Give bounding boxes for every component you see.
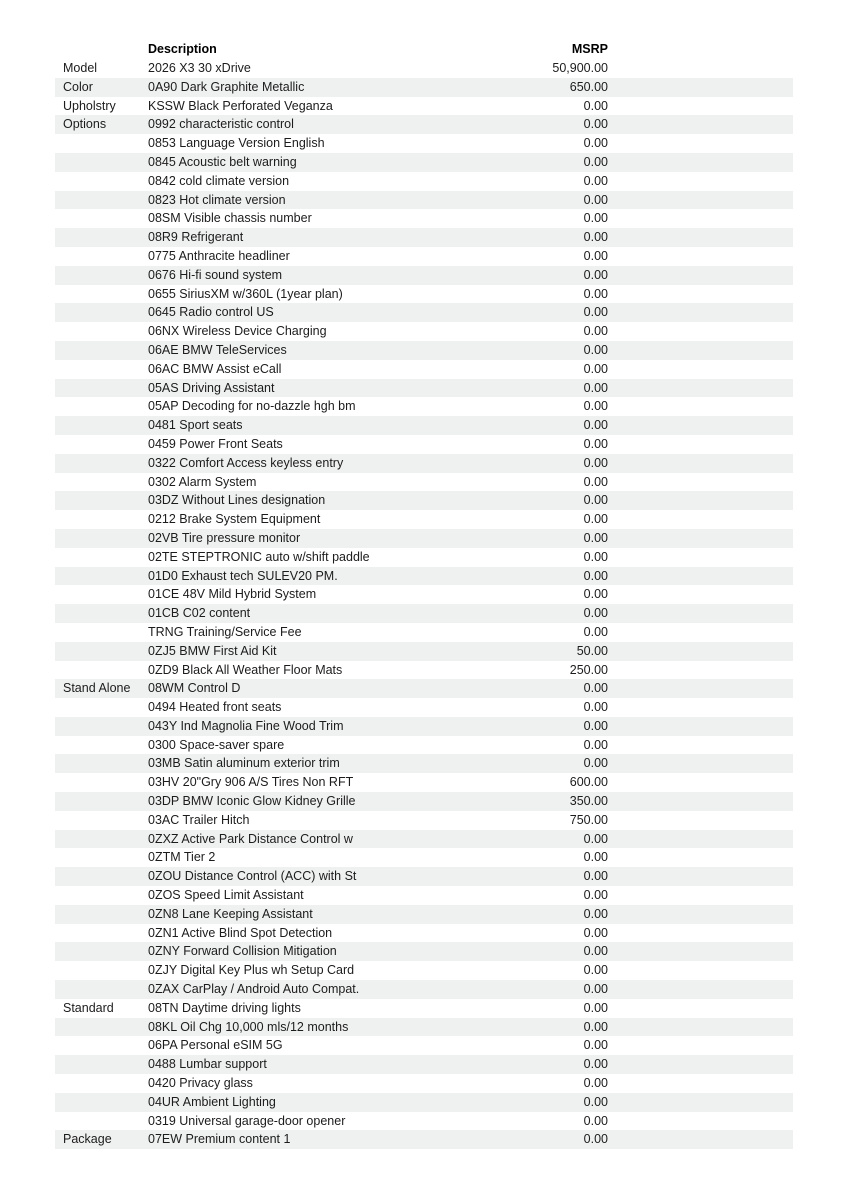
description-cell: 0845 Acoustic belt warning <box>148 154 297 169</box>
row-right-spacer <box>608 1018 793 1037</box>
table-row <box>55 191 793 210</box>
table-row <box>55 773 793 792</box>
description-cell: 0655 SiriusXM w/360L (1year plan) <box>148 286 343 301</box>
row-right-spacer <box>608 642 793 661</box>
msrp-cell: 0.00 <box>583 906 608 921</box>
table-row <box>55 679 793 698</box>
description-cell: 0ZNY Forward Collision Mitigation <box>148 944 337 959</box>
category-cell <box>55 510 148 529</box>
category-cell <box>55 322 148 341</box>
table-row <box>55 115 793 134</box>
category-cell <box>55 134 148 153</box>
row-right-spacer <box>608 736 793 755</box>
description-cell: 0ZOS Speed Limit Assistant <box>148 888 304 903</box>
category-cell <box>55 754 148 773</box>
table-row <box>55 886 793 905</box>
description-cell: 08TN Daytime driving lights <box>148 1000 301 1015</box>
table-row <box>55 285 793 304</box>
row-right-spacer <box>608 679 793 698</box>
category-cell: Package <box>63 1132 112 1147</box>
table-row <box>55 754 793 773</box>
row-right-spacer <box>608 153 793 172</box>
table-row <box>55 661 793 680</box>
category-cell <box>55 209 148 228</box>
description-cell: 0ZJ5 BMW First Aid Kit <box>148 643 277 658</box>
msrp-cell: 0.00 <box>583 869 608 884</box>
category-cell <box>55 604 148 623</box>
row-right-spacer <box>608 792 793 811</box>
msrp-cell: 0.00 <box>583 944 608 959</box>
category-cell <box>55 811 148 830</box>
row-right-spacer <box>608 397 793 416</box>
description-cell: 08KL Oil Chg 10,000 mls/12 months <box>148 1019 349 1034</box>
table-row <box>55 1018 793 1037</box>
description-cell: 0775 Anthracite headliner <box>148 248 290 263</box>
table-row <box>55 642 793 661</box>
description-cell: 0823 Hot climate version <box>148 192 286 207</box>
category-cell: Stand Alone <box>63 681 131 696</box>
msrp-cell: 0.00 <box>583 436 608 451</box>
table-row <box>55 567 793 586</box>
category-cell <box>55 1036 148 1055</box>
category-cell <box>55 454 148 473</box>
row-right-spacer <box>608 59 793 78</box>
category-cell <box>55 303 148 322</box>
row-right-spacer <box>608 360 793 379</box>
msrp-cell: 0.00 <box>583 455 608 470</box>
category-cell <box>55 567 148 586</box>
msrp-cell: 0.00 <box>583 963 608 978</box>
description-cell: 03HV 20"Gry 906 A/S Tires Non RFT <box>148 775 354 790</box>
table-row <box>55 247 793 266</box>
row-right-spacer <box>608 886 793 905</box>
row-right-spacer <box>608 848 793 867</box>
msrp-cell: 0.00 <box>583 568 608 583</box>
msrp-cell: 0.00 <box>583 925 608 940</box>
description-cell: 0322 Comfort Access keyless entry <box>148 455 344 470</box>
category-cell <box>55 961 148 980</box>
description-cell: 0481 Sport seats <box>148 418 243 433</box>
category-cell: Options <box>63 117 107 132</box>
table-body <box>55 59 793 1149</box>
msrp-cell: 0.00 <box>583 1132 608 1147</box>
msrp-cell: 0.00 <box>583 154 608 169</box>
category-cell <box>55 548 148 567</box>
description-cell: 08R9 Refrigerant <box>148 230 244 245</box>
description-cell: 0676 Hi-fi sound system <box>148 267 283 282</box>
table-header-row <box>55 40 793 59</box>
description-cell: 0212 Brake System Equipment <box>148 512 321 527</box>
msrp-cell: 0.00 <box>583 230 608 245</box>
category-cell <box>55 435 148 454</box>
table-row <box>55 585 793 604</box>
category-cell <box>55 285 148 304</box>
table-row <box>55 416 793 435</box>
msrp-cell: 0.00 <box>583 136 608 151</box>
category-cell: Upholstry <box>63 98 116 113</box>
msrp-cell: 0.00 <box>583 587 608 602</box>
row-right-spacer <box>608 999 793 1018</box>
table-row <box>55 604 793 623</box>
header-right-spacer <box>608 40 793 59</box>
table-row <box>55 1112 793 1131</box>
table-row <box>55 322 793 341</box>
category-cell <box>55 172 148 191</box>
msrp-cell: 0.00 <box>583 361 608 376</box>
table-row <box>55 59 793 78</box>
description-cell: 0300 Space-saver spare <box>148 737 285 752</box>
row-right-spacer <box>608 1036 793 1055</box>
row-right-spacer <box>608 172 793 191</box>
row-right-spacer <box>608 97 793 116</box>
row-right-spacer <box>608 1074 793 1093</box>
msrp-cell: 0.00 <box>583 399 608 414</box>
row-right-spacer <box>608 585 793 604</box>
row-right-spacer <box>608 266 793 285</box>
msrp-cell: 0.00 <box>583 530 608 545</box>
table-row <box>55 134 793 153</box>
description-cell: 0420 Privacy glass <box>148 1076 253 1091</box>
category-cell <box>55 397 148 416</box>
msrp-cell: 0.00 <box>583 1019 608 1034</box>
description-cell: 07EW Premium content 1 <box>148 1132 291 1147</box>
row-right-spacer <box>608 717 793 736</box>
row-right-spacer <box>608 961 793 980</box>
row-right-spacer <box>608 942 793 961</box>
row-right-spacer <box>608 78 793 97</box>
table-row <box>55 830 793 849</box>
description-cell: 0645 Radio control US <box>148 305 274 320</box>
category-cell <box>55 228 148 247</box>
table-row <box>55 454 793 473</box>
msrp-cell: 600.00 <box>569 775 608 790</box>
category-cell <box>55 266 148 285</box>
category-cell <box>55 830 148 849</box>
msrp-cell: 0.00 <box>583 173 608 188</box>
row-right-spacer <box>608 867 793 886</box>
description-cell: 0ZN8 Lane Keeping Assistant <box>148 906 313 921</box>
msrp-cell: 0.00 <box>583 888 608 903</box>
description-cell: 08SM Visible chassis number <box>148 211 312 226</box>
category-cell: Standard <box>63 1000 114 1015</box>
table-row <box>55 97 793 116</box>
row-right-spacer <box>608 811 793 830</box>
description-cell: 02VB Tire pressure monitor <box>148 530 301 545</box>
category-cell <box>55 473 148 492</box>
category-cell <box>55 1112 148 1131</box>
category-cell: Color <box>63 79 93 94</box>
row-right-spacer <box>608 623 793 642</box>
description-cell: 2026 X3 30 xDrive <box>148 61 251 75</box>
row-right-spacer <box>608 529 793 548</box>
row-right-spacer <box>608 454 793 473</box>
category-cell <box>55 736 148 755</box>
msrp-cell: 0.00 <box>583 718 608 733</box>
msrp-cell: 0.00 <box>583 1113 608 1128</box>
msrp-cell: 0.00 <box>583 1057 608 1072</box>
msrp-cell: 0.00 <box>583 342 608 357</box>
row-right-spacer <box>608 491 793 510</box>
msrp-cell: 0.00 <box>583 286 608 301</box>
description-cell: 0ZAX CarPlay / Android Auto Compat. <box>148 982 360 997</box>
msrp-cell: 0.00 <box>583 211 608 226</box>
category-column-header <box>55 40 148 59</box>
row-right-spacer <box>608 473 793 492</box>
category-cell <box>55 1074 148 1093</box>
category-cell <box>55 1018 148 1037</box>
category-cell <box>55 661 148 680</box>
msrp-cell: 0.00 <box>583 700 608 715</box>
description-column-header: Description <box>148 42 217 56</box>
description-cell: 06NX Wireless Device Charging <box>148 324 327 339</box>
description-cell: KSSW Black Perforated Veganza <box>148 98 333 113</box>
msrp-cell: 750.00 <box>569 812 608 827</box>
msrp-cell: 0.00 <box>583 98 608 113</box>
table-row <box>55 999 793 1018</box>
category-cell <box>55 980 148 999</box>
msrp-cell: 0.00 <box>583 418 608 433</box>
table-row <box>55 961 793 980</box>
msrp-cell: 0.00 <box>583 624 608 639</box>
table-row <box>55 698 793 717</box>
category-cell <box>55 848 148 867</box>
category-cell <box>55 905 148 924</box>
table-row <box>55 623 793 642</box>
msrp-cell: 0.00 <box>583 1094 608 1109</box>
row-right-spacer <box>608 191 793 210</box>
table-row <box>55 78 793 97</box>
msrp-cell: 0.00 <box>583 474 608 489</box>
category-cell <box>55 1055 148 1074</box>
msrp-cell: 0.00 <box>583 512 608 527</box>
description-cell: 0ZXZ Active Park Distance Control w <box>148 831 353 846</box>
msrp-cell: 0.00 <box>583 1038 608 1053</box>
description-cell: 01CB C02 content <box>148 606 251 621</box>
row-right-spacer <box>608 228 793 247</box>
table-row <box>55 529 793 548</box>
row-right-spacer <box>608 209 793 228</box>
row-right-spacer <box>608 1112 793 1131</box>
description-cell: TRNG Training/Service Fee <box>148 624 302 639</box>
row-right-spacer <box>608 303 793 322</box>
category-cell <box>55 585 148 604</box>
msrp-cell: 0.00 <box>583 324 608 339</box>
row-right-spacer <box>608 379 793 398</box>
row-right-spacer <box>608 510 793 529</box>
msrp-cell: 0.00 <box>583 493 608 508</box>
msrp-cell: 0.00 <box>583 756 608 771</box>
description-cell: 06PA Personal eSIM 5G <box>148 1038 283 1053</box>
table-row <box>55 510 793 529</box>
table-row <box>55 792 793 811</box>
table-row <box>55 397 793 416</box>
row-right-spacer <box>608 115 793 134</box>
description-cell: 05AP Decoding for no-dazzle hgh bm <box>148 399 356 414</box>
category-cell <box>55 379 148 398</box>
msrp-cell: 0.00 <box>583 267 608 282</box>
row-right-spacer <box>608 661 793 680</box>
msrp-cell: 0.00 <box>583 380 608 395</box>
table-row <box>55 1055 793 1074</box>
row-right-spacer <box>608 604 793 623</box>
msrp-cell: 0.00 <box>583 850 608 865</box>
description-cell: 03MB Satin aluminum exterior trim <box>148 756 340 771</box>
row-right-spacer <box>608 830 793 849</box>
table-row <box>55 209 793 228</box>
table-row <box>55 172 793 191</box>
category-cell <box>55 341 148 360</box>
row-right-spacer <box>608 416 793 435</box>
description-cell: 06AC BMW Assist eCall <box>148 361 282 376</box>
msrp-cell: 0.00 <box>583 1000 608 1015</box>
category-cell <box>55 1093 148 1112</box>
category-cell <box>55 623 148 642</box>
description-cell: 0ZN1 Active Blind Spot Detection <box>148 925 333 940</box>
msrp-cell: 0.00 <box>583 305 608 320</box>
category-cell <box>55 642 148 661</box>
msrp-cell: 650.00 <box>569 79 608 94</box>
description-cell: 08WM Control D <box>148 681 241 696</box>
row-right-spacer <box>608 341 793 360</box>
description-cell: 02TE STEPTRONIC auto w/shift paddle <box>148 549 370 564</box>
row-right-spacer <box>608 134 793 153</box>
table-row <box>55 228 793 247</box>
row-right-spacer <box>608 1130 793 1149</box>
table-row <box>55 303 793 322</box>
msrp-cell: 0.00 <box>583 1076 608 1091</box>
category-cell <box>55 491 148 510</box>
table-row <box>55 473 793 492</box>
description-cell: 03DP BMW Iconic Glow Kidney Grille <box>148 794 356 809</box>
table-row <box>55 1036 793 1055</box>
row-right-spacer <box>608 980 793 999</box>
category-cell <box>55 153 148 172</box>
row-right-spacer <box>608 247 793 266</box>
msrp-cell: 0.00 <box>583 982 608 997</box>
row-right-spacer <box>608 567 793 586</box>
description-cell: 0494 Heated front seats <box>148 700 282 715</box>
table-row <box>55 491 793 510</box>
table-row <box>55 266 793 285</box>
msrp-cell: 350.00 <box>569 794 608 809</box>
category-cell <box>55 924 148 943</box>
table-row <box>55 736 793 755</box>
category-cell <box>55 247 148 266</box>
description-cell: 0A90 Dark Graphite Metallic <box>148 79 305 94</box>
category-cell <box>55 360 148 379</box>
table-row <box>55 435 793 454</box>
row-right-spacer <box>608 905 793 924</box>
row-right-spacer <box>608 1093 793 1112</box>
msrp-cell: 0.00 <box>583 737 608 752</box>
table-row <box>55 548 793 567</box>
table-row <box>55 867 793 886</box>
msrp-cell: 50,900.00 <box>552 61 608 75</box>
description-cell: 0ZJY Digital Key Plus wh Setup Card <box>148 963 355 978</box>
description-cell: 0302 Alarm System <box>148 474 257 489</box>
msrp-cell: 0.00 <box>583 248 608 263</box>
description-cell: 06AE BMW TeleServices <box>148 342 287 357</box>
table-row <box>55 360 793 379</box>
table-row <box>55 1074 793 1093</box>
description-cell: 0853 Language Version English <box>148 136 325 151</box>
description-cell: 0459 Power Front Seats <box>148 436 283 451</box>
table-row <box>55 153 793 172</box>
table-row <box>55 924 793 943</box>
category-cell <box>55 942 148 961</box>
category-cell <box>55 792 148 811</box>
category-cell: Model <box>63 61 98 75</box>
description-cell: 04UR Ambient Lighting <box>148 1094 276 1109</box>
description-cell: 0842 cold climate version <box>148 173 290 188</box>
description-cell: 043Y Ind Magnolia Fine Wood Trim <box>148 718 344 733</box>
table-row <box>55 1130 793 1149</box>
row-right-spacer <box>608 773 793 792</box>
msrp-cell: 50.00 <box>576 643 608 658</box>
description-cell: 05AS Driving Assistant <box>148 380 275 395</box>
table-row <box>55 717 793 736</box>
row-right-spacer <box>608 435 793 454</box>
row-right-spacer <box>608 754 793 773</box>
table-row <box>55 811 793 830</box>
description-cell: 01D0 Exhaust tech SULEV20 PM. <box>148 568 338 583</box>
msrp-cell: 0.00 <box>583 192 608 207</box>
msrp-cell: 0.00 <box>583 117 608 132</box>
category-cell <box>55 867 148 886</box>
table-row <box>55 980 793 999</box>
description-cell: 0992 characteristic control <box>148 117 294 132</box>
row-right-spacer <box>608 322 793 341</box>
description-cell: 0488 Lumbar support <box>148 1057 267 1072</box>
msrp-cell: 0.00 <box>583 681 608 696</box>
table-row <box>55 379 793 398</box>
row-right-spacer <box>608 1055 793 1074</box>
category-cell <box>55 416 148 435</box>
table-row <box>55 848 793 867</box>
category-cell <box>55 529 148 548</box>
row-right-spacer <box>608 924 793 943</box>
msrp-cell: 0.00 <box>583 606 608 621</box>
description-cell: 03DZ Without Lines designation <box>148 493 326 508</box>
description-cell: 01CE 48V Mild Hybrid System <box>148 587 317 602</box>
msrp-column-header: MSRP <box>571 42 608 56</box>
msrp-cell: 0.00 <box>583 549 608 564</box>
category-cell <box>55 886 148 905</box>
row-right-spacer <box>608 698 793 717</box>
description-cell: 0ZTM Tier 2 <box>148 850 216 865</box>
msrp-cell: 250.00 <box>569 662 608 677</box>
row-right-spacer <box>608 548 793 567</box>
table-row <box>55 942 793 961</box>
category-cell <box>55 717 148 736</box>
table-row <box>55 905 793 924</box>
row-right-spacer <box>608 285 793 304</box>
category-cell <box>55 773 148 792</box>
table-row <box>55 1093 793 1112</box>
category-cell <box>55 191 148 210</box>
description-cell: 0ZOU Distance Control (ACC) with St <box>148 869 357 884</box>
msrp-cell: 0.00 <box>583 831 608 846</box>
vehicle-pricing-table <box>55 40 793 1149</box>
table-row <box>55 341 793 360</box>
category-cell <box>55 698 148 717</box>
description-cell: 0ZD9 Black All Weather Floor Mats <box>148 662 343 677</box>
description-cell: 03AC Trailer Hitch <box>148 812 250 827</box>
description-cell: 0319 Universal garage-door opener <box>148 1113 346 1128</box>
